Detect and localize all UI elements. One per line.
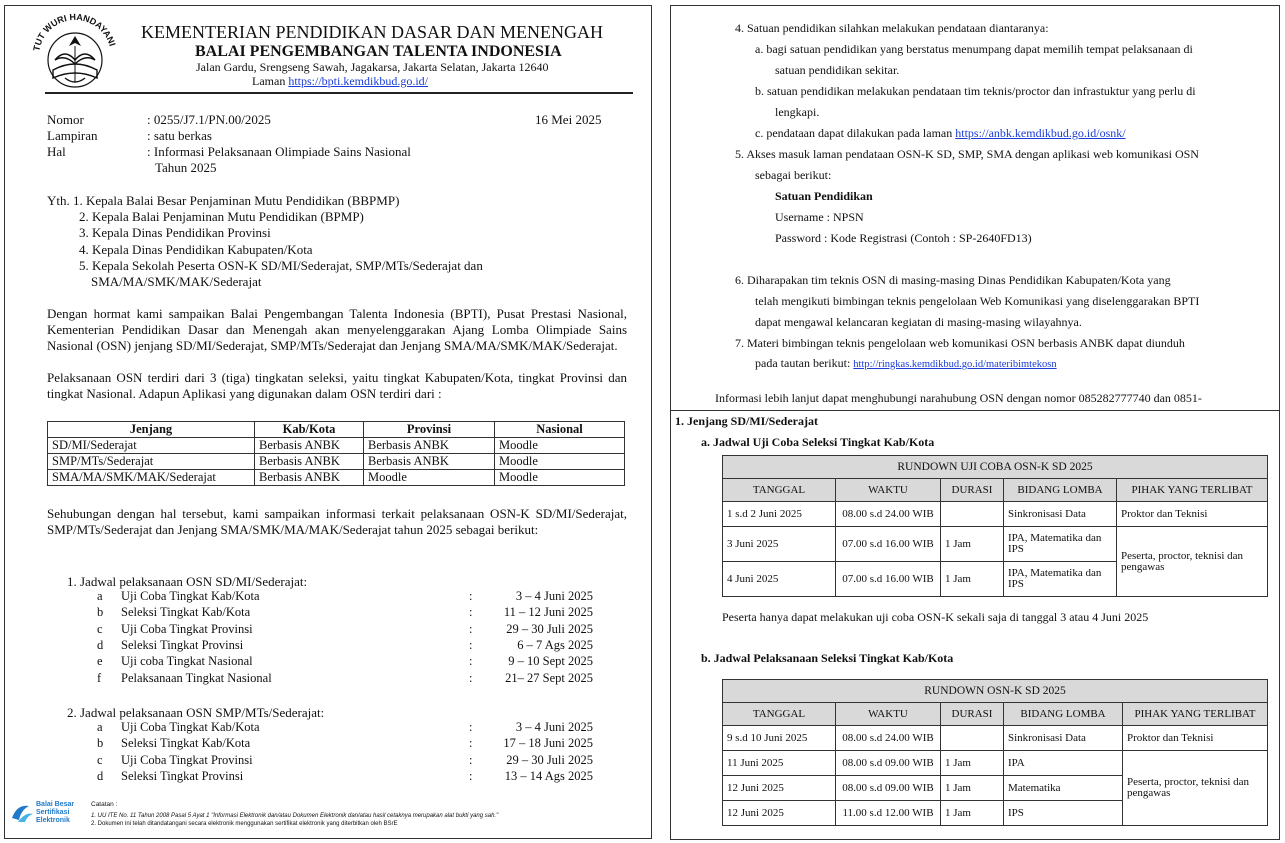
website-prefix: Laman: [252, 74, 289, 88]
recipient-1: Yth. 1. Kepala Balai Besar Penjaminan Mutu Pendidikan (BBPMP): [47, 193, 400, 208]
table-cell: 4 Juni 2025: [723, 562, 836, 597]
table-cell: 08.00 s.d 24.00 WIB: [836, 502, 941, 527]
schedule-item-name: Uji Coba Tingkat Kab/Kota: [121, 589, 260, 603]
schedule-item-colon: :: [469, 589, 473, 603]
password-line: Password : Kode Registrasi (Contoh : SP-2640FD13): [775, 231, 1032, 245]
recipient-4: 4. Kepala Dinas Pendidikan Kabupaten/Kota: [79, 242, 313, 257]
table-header: Provinsi: [364, 422, 495, 438]
table-cell: SMA/MA/SMK/MAK/Sederajat: [48, 470, 255, 486]
table-cell: 08.00 s.d 24.00 WIB: [836, 726, 941, 751]
schedule-item-letter: f: [97, 670, 102, 685]
table-cell: 1 s.d 2 Juni 2025: [723, 502, 836, 527]
schedule-item-date: 11 – 12 Juni 2025: [503, 605, 593, 620]
rundown-a-header: WAKTU: [836, 479, 941, 502]
tut-wuri-handayani-logo: [25, 12, 125, 94]
schedule-item: [97, 589, 617, 604]
table-cell: Peserta, proctor, teknisi dan pengawas: [1123, 751, 1268, 826]
schedule-item-date: 29 – 30 Juli 2025: [506, 752, 593, 767]
materi-link[interactable]: http://ringkas.kemdikbud.go.id/materibimtekosn: [853, 359, 1057, 370]
table-cell: IPA, Matematika dan IPS: [1004, 562, 1117, 597]
table-cell: 1 Jam: [941, 527, 1004, 562]
nomor-value: : 0255/J7.1/PN.00/2025: [147, 112, 271, 127]
table-row: [723, 726, 1268, 751]
footer-note-1: 1. UU ITE No. 11 Tahun 2008 Pasal 5 Ayat 1 "Informasi Elektronik dan/atau Dokumen Elektronik dan/atau hasil cetaknya merupakan alat bukti yang sah.": [91, 813, 499, 819]
schedule-item-date: 3 – 4 Juni 2025: [515, 589, 593, 603]
bsre-logo-icon: [9, 802, 35, 824]
table-cell: Moodle: [364, 470, 495, 486]
schedule-item-name: Uji Coba Tingkat Provinsi: [121, 621, 253, 636]
table-cell: Moodle: [495, 454, 625, 470]
rundown-b-title: RUNDOWN OSN-K SD 2025: [723, 680, 1268, 703]
table-cell: Moodle: [495, 470, 625, 486]
schedule-item-colon: :: [469, 654, 473, 669]
schedule-item-name: Seleksi Tingkat Provinsi: [121, 768, 244, 783]
table-cell: Berbasis ANBK: [255, 454, 364, 470]
table-cell: SD/MI/Sederajat: [48, 438, 255, 454]
letter-page-2: [670, 5, 1280, 411]
letter-date: 16 Mei 2025: [535, 112, 602, 127]
bsre-label-2: Sertifikasi: [36, 809, 70, 816]
letter-page-3: [670, 410, 1280, 840]
table-cell: IPA, Matematika dan IPS: [1004, 527, 1117, 562]
section-b-title: b. Jadwal Pelaksanaan Seleksi Tingkat Kab/Kota: [701, 651, 954, 665]
rundown-b-header: WAKTU: [836, 703, 941, 726]
schedule-item-name: Seleksi Tingkat Kab/Kota: [121, 605, 251, 620]
rundown-b-header: BIDANG LOMBA: [1004, 703, 1123, 726]
hal-label: Hal: [47, 144, 66, 159]
schedule-item: [97, 671, 617, 686]
schedule-item: [97, 769, 617, 784]
schedule-item-colon: :: [469, 720, 473, 734]
schedule-item-date: 13 – 14 Ags 2025: [504, 768, 593, 783]
schedule-item-letter: e: [97, 654, 103, 669]
table-cell: Berbasis ANBK: [255, 470, 364, 486]
rundown-a-header: TANGGAL: [723, 479, 836, 502]
section-heading-sd: 1. Jenjang SD/MI/Sederajat: [675, 414, 818, 428]
table-row: [723, 751, 1268, 776]
rundown-b-header: TANGGAL: [723, 703, 836, 726]
agency-name: BALAI PENGEMBANGAN TALENTA INDONESIA: [195, 43, 562, 60]
table-cell: 12 Juni 2025: [723, 776, 836, 801]
paragraph-levels: Pelaksanaan OSN terdiri dari 3 (tiga) tingkatan seleksi, yaitu tingkat Kabupaten/Kota, tingkat Provinsi dan tingkat Nasional. Adapun Aplikasi yang digunakan dalam OSN terdiri dari :: [47, 370, 627, 401]
schedule-item: [97, 736, 617, 751]
schedule-item-colon: :: [469, 768, 473, 783]
rundown-b-header: DURASI: [941, 703, 1004, 726]
schedule-item-letter: b: [97, 736, 104, 751]
table-cell: 07.00 s.d 16.00 WIB: [836, 527, 941, 562]
osnk-link[interactable]: https://anbk.kemdikbud.go.id/osnk/: [955, 126, 1126, 140]
table-cell: 1 Jam: [941, 562, 1004, 597]
schedule-item-colon: :: [469, 670, 473, 685]
item-7-line1: 7. Materi bimbingan teknis pengelolaan web komunikasi OSN berbasis ANBK dapat diunduh: [735, 336, 1185, 350]
rundown-osnk-table: [722, 679, 1268, 826]
schedule-item-letter: c: [97, 752, 103, 767]
table-cell: 3 Juni 2025: [723, 527, 836, 562]
table-cell: Proktor dan Teknisi: [1123, 726, 1268, 751]
schedule-item-letter: b: [97, 605, 104, 620]
table-cell: IPA: [1004, 751, 1123, 776]
table-cell: Moodle: [495, 438, 625, 454]
schedule-item-name: Seleksi Tingkat Kab/Kota: [121, 736, 251, 751]
ministry-name: KEMENTERIAN PENDIDIKAN DASAR DAN MENENGAH: [141, 22, 603, 42]
table-cell: 1 Jam: [941, 776, 1004, 801]
schedule-item-colon: :: [469, 637, 473, 652]
schedule-item-letter: d: [97, 637, 104, 652]
schedule-item-letter: a: [97, 589, 103, 603]
paragraph-schedule-intro: Sehubungan dengan hal tersebut, kami sampaikan informasi terkait pelaksanaan OSN-K SD/MI/Sederajat, SMP/MTs/Sederajat dan Jenjang SMA/SMK/MA/MAK/Sederajat tahun 2025 sebagai berikut:: [47, 506, 627, 537]
schedule-item-name: Uji coba Tingkat Nasional: [121, 654, 253, 669]
item-4a-line1: a. bagi satuan pendidikan yang berstatus menumpang dapat memilih tempat pelaksanaan di: [755, 42, 1193, 56]
item-5-line2: sebagai berikut:: [755, 168, 832, 182]
table-cell: Matematika: [1004, 776, 1123, 801]
table-cell: Berbasis ANBK: [364, 454, 495, 470]
table-cell: 9 s.d 10 Juni 2025: [723, 726, 836, 751]
table-row: [48, 454, 625, 470]
table-cell: Proktor dan Teknisi: [1117, 502, 1268, 527]
schedule-item: [97, 622, 617, 637]
application-table: [47, 421, 625, 486]
table-cell: 11 Juni 2025: [723, 751, 836, 776]
table-cell: 11.00 s.d 12.00 WIB: [836, 801, 941, 826]
letterhead-divider: [45, 92, 633, 94]
schedule-item-name: Seleksi Tingkat Provinsi: [121, 637, 244, 652]
item-4c-prefix: c. pendataan dapat dilakukan pada laman: [755, 126, 956, 140]
bsre-label-3: Elektronik: [36, 817, 70, 824]
schedule-item-date: 6 – 7 Ags 2025: [517, 637, 593, 652]
schedule-item: [97, 753, 617, 768]
item-7-prefix: pada tautan berikut:: [755, 356, 854, 370]
agency-address: Jalan Gardu, Srengseng Sawah, Jagakarsa, Jakarta Selatan, Jakarta 12640: [196, 60, 549, 74]
item-6-line1: 6. Diharapakan tim teknis OSN di masing-masing Dinas Pendidikan Kabupaten/Kota yang: [735, 273, 1171, 287]
table-header: Nasional: [495, 422, 625, 438]
recipient-2: 2. Kepala Balai Penjaminan Mutu Pendidikan (BPMP): [79, 209, 364, 224]
letter-page-1: [4, 5, 652, 839]
rundown-b-header: PIHAK YANG TERLIBAT: [1123, 703, 1268, 726]
table-header-row: [48, 422, 625, 438]
recipient-3: 3. Kepala Dinas Pendidikan Provinsi: [79, 225, 271, 240]
rundown-a-title: RUNDOWN UJI COBA OSN-K SD 2025: [723, 456, 1268, 479]
table-row: [48, 438, 625, 454]
schedule-item-name: Uji Coba Tingkat Kab/Kota: [121, 720, 260, 734]
table-cell: 07.00 s.d 16.00 WIB: [836, 562, 941, 597]
schedule-item-letter: d: [97, 768, 104, 783]
schedule-item-colon: :: [469, 621, 473, 636]
item-4c: [755, 126, 1126, 141]
agency-website: [252, 74, 428, 89]
bsre-label-1: Balai Besar: [36, 801, 75, 808]
item-7-line2: [755, 356, 1057, 372]
table-header: Jenjang: [48, 422, 255, 438]
table-row: [723, 527, 1268, 562]
table-cell: Sinkronisasi Data: [1004, 726, 1123, 751]
schedule-item: [97, 654, 617, 669]
hal-value-line2: Tahun 2025: [155, 160, 217, 175]
item-5-line1: 5. Akses masuk laman pendataan OSN-K SD, SMP, SMA dengan aplikasi web komunikasi OSN: [735, 147, 1199, 161]
table-cell: SMP/MTs/Sederajat: [48, 454, 255, 470]
rundown-a-header: DURASI: [941, 479, 1004, 502]
schedule-item-colon: :: [469, 736, 473, 751]
table-cell: IPS: [1004, 801, 1123, 826]
item-4b-line1: b. satuan pendidikan melakukan pendataan tim teknis/proctor dan infrastuktur yang perlu di: [755, 84, 1196, 98]
nomor-label: Nomor: [47, 112, 84, 127]
lampiran-value: : satu berkas: [147, 128, 212, 143]
recipient-5: 5. Kepala Sekolah Peserta OSN-K SD/MI/Sederajat, SMP/MTs/Sederajat dan: [79, 258, 483, 273]
rundown-a-header: PIHAK YANG TERLIBAT: [1117, 479, 1268, 502]
schedule-item-date: 29 – 30 Juli 2025: [506, 621, 593, 636]
recipient-5-cont: SMA/MA/SMK/MAK/Sederajat: [91, 274, 262, 289]
item-4a-line2: satuan pendidikan sekitar.: [775, 63, 900, 77]
satuan-pendidikan-label: Satuan Pendidikan: [775, 189, 873, 203]
schedule-smp-title: 2. Jadwal pelaksanaan OSN SMP/MTs/Sederajat:: [67, 705, 325, 720]
item-6-line2: telah mengikuti bimbingan teknis pengelolaan Web Komunikasi yang diselenggarakan BPTI: [755, 294, 1200, 308]
hal-value: : Informasi Pelaksanaan Olimpiade Sains Nasional: [147, 144, 411, 159]
schedule-item-date: 3 – 4 Juni 2025: [515, 720, 593, 734]
item-4: 4. Satuan pendidikan silahkan melakukan pendataan diantaranya:: [735, 21, 1049, 35]
website-link[interactable]: https://bpti.kemdikbud.go.id/: [288, 74, 428, 88]
table-cell: 12 Juni 2025: [723, 801, 836, 826]
footer-catatan: Catatan :: [91, 801, 118, 808]
schedule-sd-title: 1. Jadwal pelaksanaan OSN SD/MI/Sederajat:: [67, 574, 308, 589]
table-cell: Peserta, proctor, teknisi dan pengawas: [1117, 527, 1268, 597]
rundown-a-header: BIDANG LOMBA: [1004, 479, 1117, 502]
table-cell: Berbasis ANBK: [255, 438, 364, 454]
schedule-item-colon: :: [469, 605, 473, 620]
schedule-item-name: Uji Coba Tingkat Provinsi: [121, 752, 253, 767]
table-row: [723, 502, 1268, 527]
username-line: Username : NPSN: [775, 210, 864, 224]
schedule-item-letter: c: [97, 621, 103, 636]
table-cell: Berbasis ANBK: [364, 438, 495, 454]
table-cell: 08.00 s.d 09.00 WIB: [836, 776, 941, 801]
item-6-line3: dapat mengawal kelancaran kegiatan di masing-masing wilayahnya.: [755, 315, 1082, 329]
table-cell: Sinkronisasi Data: [1004, 502, 1117, 527]
rundown-uji-coba-table: [722, 455, 1268, 597]
table-cell: [941, 502, 1004, 527]
table-cell: [941, 726, 1004, 751]
table-cell: 08.00 s.d 09.00 WIB: [836, 751, 941, 776]
schedule-item-name: Pelaksanaan Tingkat Nasional: [121, 670, 272, 685]
table-cell: 1 Jam: [941, 801, 1004, 826]
schedule-item: [97, 720, 617, 735]
table-cell: 1 Jam: [941, 751, 1004, 776]
schedule-item: [97, 605, 617, 620]
table-header: Kab/Kota: [255, 422, 364, 438]
lampiran-label: Lampiran: [47, 128, 98, 143]
contact-info: Informasi lebih lanjut dapat menghubungi narahubung OSN dengan nomor 085282777740 dan 0851-: [715, 391, 1202, 405]
table-row: [48, 470, 625, 486]
schedule-item: [97, 638, 617, 653]
footer-note-2: 2. Dokumen ini telah ditandatangani secara elektronik menggunakan sertifikat elektronik yang diterbitkan oleh BSrE: [91, 821, 398, 827]
uji-coba-note: Peserta hanya dapat melakukan uji coba OSN-K sekali saja di tanggal 3 atau 4 Juni 2025: [722, 610, 1149, 624]
schedule-item-date: 17 – 18 Juni 2025: [503, 736, 593, 751]
schedule-item-date: 9 – 10 Sept 2025: [508, 654, 593, 669]
paragraph-intro: Dengan hormat kami sampaikan Balai Pengembangan Talenta Indonesia (BPTI), Pusat Prestasi Nasional, Kementerian Pendidikan Dasar dan Menengah akan menyelenggarakan Ajang Lomba Olimpiade Sains Nasional (OSN) jenjang SD/MI/Sederajat, SMP/MTs/Sederajat dan Jenjang SMA/MA/SMK/MAK/Sederajat.: [47, 306, 627, 353]
item-4b-line2: lengkapi.: [775, 105, 820, 119]
schedule-item-colon: :: [469, 752, 473, 767]
svg-text:TUT WURI HANDAYANI: TUT WURI HANDAYANI: [31, 12, 118, 52]
section-a-title: a. Jadwal Uji Coba Seleksi Tingkat Kab/Kota: [701, 435, 935, 449]
schedule-item-date: 21– 27 Sept 2025: [505, 670, 593, 685]
schedule-item-letter: a: [97, 720, 103, 734]
